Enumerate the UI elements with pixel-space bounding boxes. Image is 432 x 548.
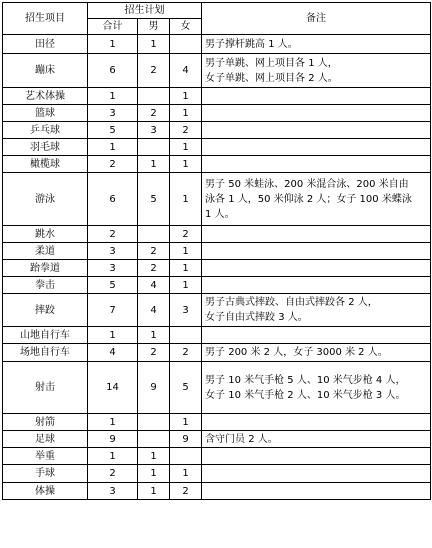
female-cell: 1: [170, 105, 202, 122]
notes-cell: [202, 483, 431, 500]
male-cell: [138, 414, 170, 431]
table-row: [3, 54, 431, 88]
female-cell: 1: [170, 156, 202, 173]
notes-cell: [202, 88, 431, 105]
sport-cell: 橄榄球: [3, 156, 88, 173]
male-cell: 1: [138, 465, 170, 483]
notes-cell: 男子 50 米蛙泳、200 米混合泳、200 米自由 泳各 1 人，50 米仰泳 2 人；女子 100 米蝶泳 1 人。: [202, 173, 431, 226]
male-cell: 1: [138, 483, 170, 500]
total-cell: 1: [88, 88, 138, 105]
notes-cell: [202, 465, 431, 483]
total-cell: 1: [88, 35, 138, 54]
table-row: [3, 122, 431, 139]
male-cell: 9: [138, 362, 170, 414]
sport-cell: 艺术体操: [3, 88, 88, 105]
table-row: [3, 448, 431, 465]
notes-cell: [202, 414, 431, 431]
sport-cell: 跆拳道: [3, 260, 88, 277]
female-cell: 5: [170, 362, 202, 414]
plan-header: 招生计划: [88, 3, 202, 19]
female-cell: [170, 35, 202, 54]
total-cell: 3: [88, 243, 138, 260]
female-cell: 1: [170, 465, 202, 483]
male-cell: 1: [138, 327, 170, 344]
sport-cell: 跳水: [3, 226, 88, 243]
notes-cell: [202, 448, 431, 465]
sport-cell: 足球: [3, 431, 88, 448]
female-cell: 1: [170, 414, 202, 431]
table-row: [3, 327, 431, 344]
female-cell: 2: [170, 226, 202, 243]
total-cell: 1: [88, 139, 138, 156]
table-row: [3, 362, 431, 414]
table-row: [3, 88, 431, 105]
table-row: [3, 243, 431, 260]
sport-cell: 柔道: [3, 243, 88, 260]
male-cell: 1: [138, 448, 170, 465]
total-cell: 1: [88, 414, 138, 431]
table-row: [3, 294, 431, 327]
total-cell: 14: [88, 362, 138, 414]
female-cell: 2: [170, 122, 202, 139]
male-cell: [138, 431, 170, 448]
total-header: 合计: [88, 19, 138, 35]
male-cell: 2: [138, 260, 170, 277]
notes-cell: [202, 243, 431, 260]
female-cell: 1: [170, 260, 202, 277]
notes-cell: 男子 200 米 2 人，女子 3000 米 2 人。: [202, 344, 431, 362]
notes-cell: 男子 10 米气手枪 5 人、10 米气步枪 4 人， 女子 10 米气手枪 2 人、10 米气步枪 3 人。: [202, 362, 431, 414]
female-cell: [170, 448, 202, 465]
sport-cell: 手球: [3, 465, 88, 483]
male-cell: [138, 226, 170, 243]
female-cell: 1: [170, 173, 202, 226]
male-cell: 2: [138, 54, 170, 88]
male-cell: 1: [138, 35, 170, 54]
total-cell: 6: [88, 173, 138, 226]
sport-header: 招生项目: [3, 3, 88, 35]
sport-cell: 拳击: [3, 277, 88, 294]
table-body: [3, 35, 431, 500]
sport-cell: 游泳: [3, 173, 88, 226]
total-cell: 7: [88, 294, 138, 327]
table-row: [3, 139, 431, 156]
male-cell: 2: [138, 243, 170, 260]
notes-cell: [202, 260, 431, 277]
total-cell: 2: [88, 226, 138, 243]
total-cell: 5: [88, 122, 138, 139]
sport-cell: 体操: [3, 483, 88, 500]
female-cell: 4: [170, 54, 202, 88]
female-cell: 1: [170, 88, 202, 105]
total-cell: 9: [88, 431, 138, 448]
table-row: [3, 277, 431, 294]
total-cell: 4: [88, 344, 138, 362]
female-cell: 2: [170, 344, 202, 362]
sport-cell: 篮球: [3, 105, 88, 122]
total-cell: 3: [88, 105, 138, 122]
enrollment-table: [2, 2, 431, 500]
sport-cell: 射箭: [3, 414, 88, 431]
table-row: [3, 414, 431, 431]
notes-cell: 含守门员 2 人。: [202, 431, 431, 448]
notes-header: 备注: [202, 3, 431, 35]
sport-cell: 场地自行车: [3, 344, 88, 362]
notes-cell: [202, 139, 431, 156]
female-header: 女: [170, 19, 202, 35]
total-cell: 3: [88, 483, 138, 500]
notes-cell: 男子撑杆跳高 1 人。: [202, 35, 431, 54]
table-row: [3, 260, 431, 277]
male-cell: 2: [138, 105, 170, 122]
sport-cell: 举重: [3, 448, 88, 465]
table-row: [3, 226, 431, 243]
total-cell: 2: [88, 465, 138, 483]
female-cell: [170, 327, 202, 344]
table-row: [3, 483, 431, 500]
notes-cell: [202, 122, 431, 139]
table-row: [3, 465, 431, 483]
female-cell: 9: [170, 431, 202, 448]
male-cell: 5: [138, 173, 170, 226]
total-cell: 2: [88, 156, 138, 173]
table-row: [3, 431, 431, 448]
sport-cell: 射击: [3, 362, 88, 414]
notes-cell: 男子单跳、网上项目各 1 人， 女子单跳、网上项目各 2 人。: [202, 54, 431, 88]
male-cell: 1: [138, 156, 170, 173]
total-cell: 1: [88, 448, 138, 465]
male-cell: 4: [138, 277, 170, 294]
table-row: [3, 173, 431, 226]
male-header: 男: [138, 19, 170, 35]
sport-cell: 摔跤: [3, 294, 88, 327]
male-cell: [138, 88, 170, 105]
sport-cell: 田径: [3, 35, 88, 54]
sport-cell: 乒乓球: [3, 122, 88, 139]
total-cell: 3: [88, 260, 138, 277]
female-cell: 1: [170, 139, 202, 156]
total-cell: 1: [88, 327, 138, 344]
notes-cell: [202, 226, 431, 243]
total-cell: 5: [88, 277, 138, 294]
header-row: [3, 3, 431, 19]
table-row: [3, 105, 431, 122]
sport-cell: 蹦床: [3, 54, 88, 88]
notes-cell: 男子古典式摔跤、自由式摔跤各 2 人， 女子自由式摔跤 3 人。: [202, 294, 431, 327]
male-cell: 4: [138, 294, 170, 327]
table-row: [3, 35, 431, 54]
notes-cell: [202, 327, 431, 344]
female-cell: 3: [170, 294, 202, 327]
notes-cell: [202, 105, 431, 122]
table-row: [3, 156, 431, 173]
sport-cell: 山地自行车: [3, 327, 88, 344]
notes-cell: [202, 156, 431, 173]
male-cell: [138, 139, 170, 156]
male-cell: 2: [138, 344, 170, 362]
sport-cell: 羽毛球: [3, 139, 88, 156]
female-cell: 2: [170, 483, 202, 500]
female-cell: 1: [170, 243, 202, 260]
notes-cell: [202, 277, 431, 294]
male-cell: 3: [138, 122, 170, 139]
total-cell: 6: [88, 54, 138, 88]
table-row: [3, 344, 431, 362]
female-cell: 1: [170, 277, 202, 294]
